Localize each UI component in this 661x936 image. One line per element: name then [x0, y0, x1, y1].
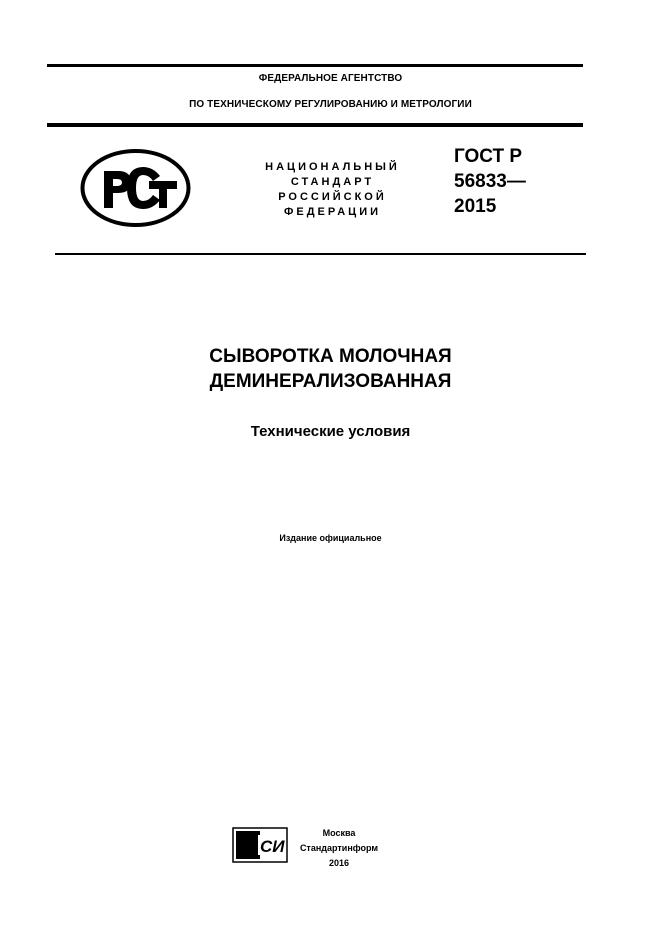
designation-line-3: 2015: [454, 196, 497, 217]
title-line-2: ДЕМИНЕРАЛИЗОВАННАЯ: [209, 371, 452, 392]
standard-type-line-3: РОССИЙСКОЙ: [278, 191, 387, 203]
document-subtitle: Технические условия: [250, 423, 411, 440]
standard-type-line-1: НАЦИОНАЛЬНЫЙ: [265, 161, 400, 173]
header-bottom-rule: [55, 253, 586, 255]
rst-logo-icon: [80, 148, 191, 228]
header-rule: [47, 123, 583, 127]
standartinform-logo-icon: [232, 827, 288, 863]
imprint-block: [284, 826, 394, 871]
imprint-year: 2016: [328, 858, 350, 868]
title-line-1: СЫВОРОТКА МОЛОЧНАЯ: [209, 346, 452, 367]
agency-name-line-1: ФЕДЕРАЛЬНОЕ АГЕНТСТВО: [258, 73, 403, 84]
svg-text:СИ: СИ: [260, 837, 285, 856]
standard-type-line-4: ФЕДЕРАЦИИ: [283, 206, 382, 218]
agency-name-line-2: ПО ТЕХНИЧЕСКОМУ РЕГУЛИРОВАНИЮ И МЕТРОЛОГИИ: [189, 99, 472, 110]
standard-type-line-2: СТАНДАРТ: [290, 176, 375, 188]
imprint-publisher: Стандартинформ: [299, 843, 379, 853]
standard-designation: [454, 144, 526, 219]
edition-note: Издание официальное: [279, 533, 382, 543]
top-rule: [47, 64, 583, 67]
designation-line-1: ГОСТ Р: [454, 146, 523, 167]
designation-line-2: 56833—: [454, 171, 526, 192]
imprint-city: Москва: [322, 828, 356, 838]
document-title: [0, 344, 661, 394]
standard-type-block: [245, 160, 420, 220]
